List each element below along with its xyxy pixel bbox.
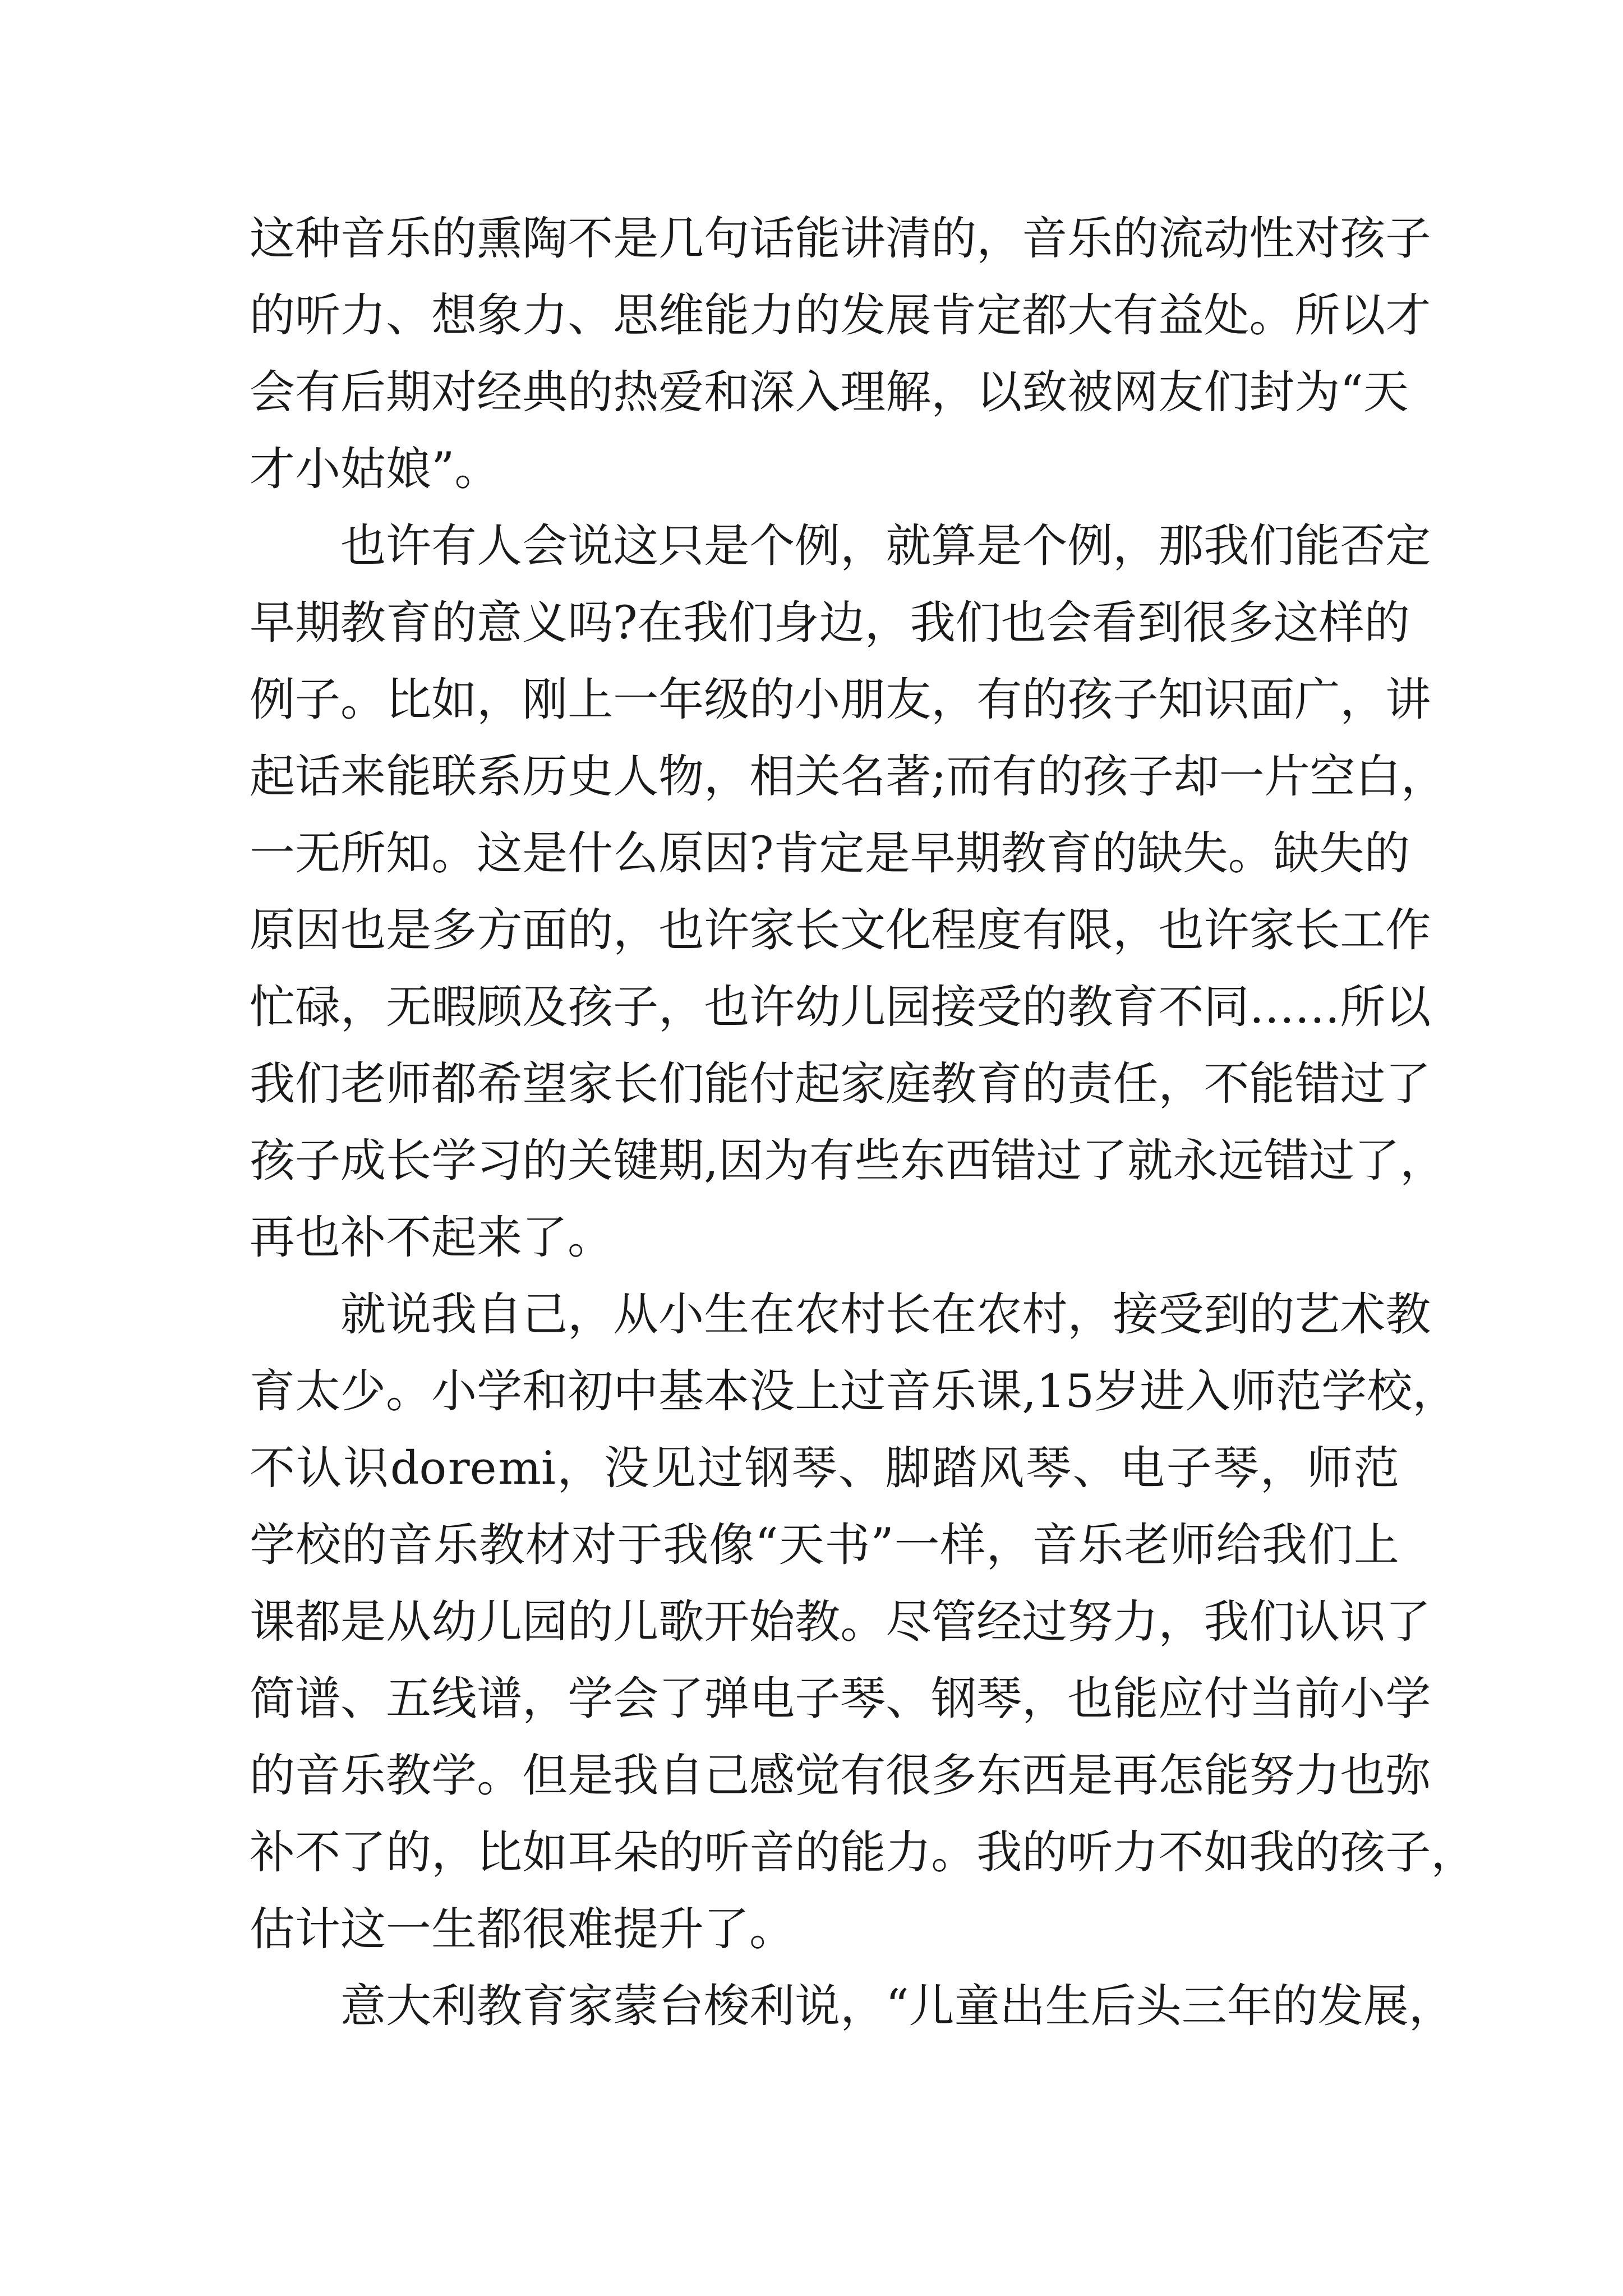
text-line: 的 听 力 、 想 象 力 、 思 维 能 力 的 发 展 肯 定 都 大 有 益 处 。 所 以 才 xyxy=(250,289,1431,342)
body-text xyxy=(250,201,1477,2045)
paragraph xyxy=(250,508,1446,1277)
paragraph xyxy=(250,1277,1477,1968)
text-line: 早 期 教 育 的 意 义 吗 ? 在 我 们 身 边 ， 我 们 也 会 看 到 很 多 这 样 的 xyxy=(250,597,1410,650)
text-line: 学 校 的 音 乐 教 材 对 于 我 像 “ 天 书 ” 一 样 ， 音 乐 老 师 给 我 们 上 xyxy=(250,1519,1399,1572)
text-line: 不 认 识 do re mi ， 没 见 过 钢 琴 、 脚 踏 风 琴 、 电 子 琴 ， 师 范 xyxy=(250,1442,1399,1495)
text-line: 才小姑娘”。 xyxy=(250,443,500,496)
text-line: 一 无 所 知 。 这 是 什 么 原 因 ? 肯 定 是 早 期 教 育 的 缺 失 。 缺 失 的 xyxy=(250,827,1410,880)
text-line: 的 音 乐 教 学 。 但 是 我 自 己 感 觉 有 很 多 东 西 是 再 怎 能 努 力 也 弥 xyxy=(250,1750,1431,1802)
text-line: 会 有 后 期 对 经 典 的 热 爱 和 深 入 理 解 ， 以 致 被 网 友 们 封 为 “ 天 xyxy=(250,366,1409,419)
text-line: 我 们 老 师 都 希 望 家 长 们 能 付 起 家 庭 教 育 的 责 任 ， 不 能 错 过 了 xyxy=(250,1058,1431,1111)
text-line: 再也补不起来了。 xyxy=(250,1212,614,1264)
text-line: 课 都 是 从 幼 儿 园 的 儿 歌 开 始 教 。 尽 管 经 过 努 力 ， 我 们 认 识 了 xyxy=(250,1596,1431,1649)
text-line: 育 太 少 。 小 学 和 初 中 基 本 没 上 过 音 乐 课 , 15 岁 进 入 师 范 学 校 ， xyxy=(250,1365,1458,1418)
text-line: 意 大 利 教 育 家 蒙 台 梭 利 说 ， “ 儿 童 出 生 后 头 三 年 的 发 展 ， xyxy=(340,1980,1454,2033)
text-line: 忙 碌 ， 无 暇 顾 及 孩 子 ， 也 许 幼 儿 园 接 受 的 教 育 不 同 … … 所 以 xyxy=(250,981,1431,1034)
text-line: 孩 子 成 长 学 习 的 关 键 期 , 因 为 有 些 东 西 错 过 了 就 永 远 错 过 了 ， xyxy=(250,1135,1446,1188)
text-line: 就 说 我 自 己 ， 从 小 生 在 农 村 长 在 农 村 ， 接 受 到 的 艺 术 教 xyxy=(340,1289,1431,1341)
text-line: 也 许 有 人 会 说 这 只 是 个 例 ， 就 算 是 个 例 ， 那 我 们 能 否 定 xyxy=(340,520,1431,573)
text-line: 原 因 也 是 多 方 面 的 ， 也 许 家 长 文 化 程 度 有 限 ， 也 许 家 长 工 作 xyxy=(250,904,1431,957)
text-line: 估计这一生都很难提升了。 xyxy=(250,1903,795,1956)
paragraph xyxy=(250,201,1431,508)
text-line: 简 谱 、 五 线 谱 ， 学 会 了 弹 电 子 琴 、 钢 琴 ， 也 能 应 付 当 前 小 学 xyxy=(250,1673,1431,1726)
text-line: 起 话 来 能 联 系 历 史 人 物 ， 相 关 名 著 ; 而 有 的 孩 子 却 一 片 空 白 ， xyxy=(250,751,1446,803)
paragraph xyxy=(250,1968,1454,2045)
text-line: 这 种 音 乐 的 熏 陶 不 是 几 句 话 能 讲 清 的 ， 音 乐 的 流 动 性 对 孩 子 xyxy=(250,213,1431,265)
text-line: 例 子 。 比 如 ， 刚 上 一 年 级 的 小 朋 友 ， 有 的 孩 子 知 识 面 广 ， 讲 xyxy=(250,674,1431,726)
text-line: 补 不 了 的 ， 比 如 耳 朵 的 听 音 的 能 力 。 我 的 听 力 不 如 我 的 孩 子 ， xyxy=(250,1826,1477,1879)
